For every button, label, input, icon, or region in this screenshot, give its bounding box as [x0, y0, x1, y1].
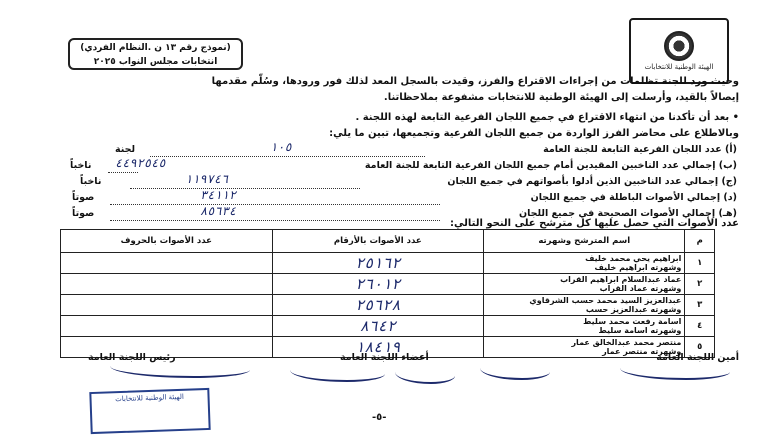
intro-line-3: • بعد أن تأكدنا من انتهاء الاقتراع في جميع اللجان الفرعية التابعة لهذه اللجنة .	[355, 112, 739, 123]
candidate-name: منتصر محمد عبدالخالق عمار	[571, 338, 682, 347]
eagle-emblem-icon	[664, 31, 694, 61]
col-header-name: اسم المترشح وشهرته	[484, 230, 685, 253]
votes-digits: ٢٥٦٢٨	[272, 295, 484, 316]
summary-label-d: (د) إجمالي الأصوات الباطلة في جميع اللجان	[530, 192, 737, 203]
page-number: -٥-	[372, 412, 387, 423]
summary-label-a: (أ) عدد اللجان الفرعية التابعة للجنة العامة	[543, 144, 737, 155]
secretary-signature	[620, 360, 730, 380]
row-num: ٢	[685, 274, 715, 295]
candidate-name-cell	[484, 253, 685, 274]
col-header-votes-words: عدد الأصوات بالحروف	[61, 230, 273, 253]
table-row	[61, 274, 715, 295]
votes-words	[61, 316, 273, 337]
candidate-name: عماد عبدالسلام ابراهيم القراب	[560, 275, 682, 284]
votes-digits: ٢٥١٦٢	[272, 253, 484, 274]
summary-value-c: ١١٩٧٤٦	[185, 172, 229, 186]
candidate-nickname: وشهرته ابراهيم خليف	[594, 263, 682, 272]
candidate-nickname: وشهرته عبدالعزيز حسب	[585, 305, 682, 314]
table-row	[61, 316, 715, 337]
candidate-name-cell	[484, 295, 685, 316]
summary-label-c: (ج) إجمالي عدد الناخبين الذين أدلوا بأصواتهم في جميع اللجان	[447, 176, 737, 187]
votes-digits: ٢٦٠١٢	[272, 274, 484, 295]
member-signature-3	[290, 362, 385, 382]
summary-suffix-d: صوتاً	[72, 192, 95, 203]
form-number-box	[68, 38, 243, 70]
votes-digits: ٨٦٤٢	[272, 316, 484, 337]
votes-words	[61, 253, 273, 274]
summary-value-a: ١٠٥	[270, 140, 292, 154]
candidate-name: عبدالعزيز السيد محمد حسب الشرقاوي	[529, 296, 682, 305]
intro-line-2: إيصالاً بالقيد، وأرسلت إلى الهيئة الوطنية للانتخابات مشفوعة بملاحظاتنا.	[383, 92, 739, 103]
col-header-num: م	[685, 230, 715, 253]
col-header-votes-digits: عدد الأصوات بالأرقام	[272, 230, 484, 253]
votes-digits: ١٨٤١٩	[272, 337, 484, 358]
stamp-text: الهيئة الوطنية للانتخابات	[115, 392, 184, 404]
member-signature-1	[480, 360, 550, 380]
president-label: رئيس اللجنة العامة	[88, 352, 176, 363]
intro-line-4: وبالاطلاع على محاضر الفرز الواردة من جميع اللجان الفرعية وتجميعها، تبين ما يلي:	[329, 128, 739, 139]
candidate-nickname: وشهرته عماد القراب	[599, 284, 682, 293]
candidate-name-cell	[484, 316, 685, 337]
summary-value-e: ٨٥٦٣٤	[200, 204, 237, 218]
row-num: ٤	[685, 316, 715, 337]
table-row	[61, 295, 715, 316]
row-num: ٥	[685, 337, 715, 358]
summary-label-b: (ب) إجمالي عدد الناخبين المقيدين أمام جميع اللجان الفرعية التابعة للجنة العامة	[364, 160, 737, 171]
president-signature	[110, 358, 250, 378]
summary-suffix-e: صوتاً	[72, 208, 95, 219]
summary-suffix-c: ناخباً	[80, 176, 102, 187]
candidate-name-cell	[484, 337, 685, 358]
candidate-name: اسامة رفعت محمد سليط	[583, 317, 682, 326]
votes-words	[61, 274, 273, 295]
candidate-name: ابراهيم يحي محمد خليف	[585, 254, 682, 263]
summary-dots-c	[130, 188, 360, 189]
summary-suffix-b: ناخباً	[70, 160, 92, 171]
form-number-line: (نموذج رقم ١٣ ن .النظام الفردي)	[80, 43, 231, 53]
election-name-line: انتخابات مجلس النواب ٢٠٢٥	[93, 57, 218, 67]
table-row	[61, 253, 715, 274]
votes-words	[61, 295, 273, 316]
secretary-label: أمين اللجنة العامة	[656, 352, 739, 363]
national-election-authority-seal	[629, 18, 729, 84]
summary-dots-e	[110, 220, 440, 221]
summary-value-d: ٣٤١١٢	[200, 188, 237, 202]
intro-line-1: وحيث ورد للجنة تظلمات من إجراءات الاقتراع والفرز، وقيدت بالسجل المعد لذلك فور ورودها، وسُلّم مقدمها	[211, 76, 739, 87]
candidate-name-cell	[484, 274, 685, 295]
summary-suffix-a: لجنة	[115, 144, 136, 155]
member-signature-2	[395, 364, 455, 384]
candidate-votes-table	[60, 229, 715, 358]
summary-dots-d	[110, 204, 440, 205]
members-label: أعضاء اللجنة العامة	[340, 352, 429, 363]
official-stamp	[89, 388, 210, 434]
summary-dots-a	[150, 156, 425, 157]
summary-value-b: ٤٤٩٢٥٤٥	[115, 156, 166, 170]
table-intro: عدد الأصوات التي حصل عليها كل مترشح على النحو التالي:	[449, 218, 739, 229]
row-num: ١	[685, 253, 715, 274]
summary-dots-b	[108, 172, 138, 173]
candidate-nickname: وشهرته منتصر عمار	[602, 347, 682, 356]
seal-text: الهيئة الوطنية للانتخابات	[644, 63, 714, 71]
table-header-row	[61, 230, 715, 253]
row-num: ٣	[685, 295, 715, 316]
candidate-nickname: وشهرته اسامة سليط	[598, 326, 682, 335]
summary-label-e: (هـ) إجمالي الأصوات الصحيحة في جميع اللجان	[518, 208, 737, 219]
